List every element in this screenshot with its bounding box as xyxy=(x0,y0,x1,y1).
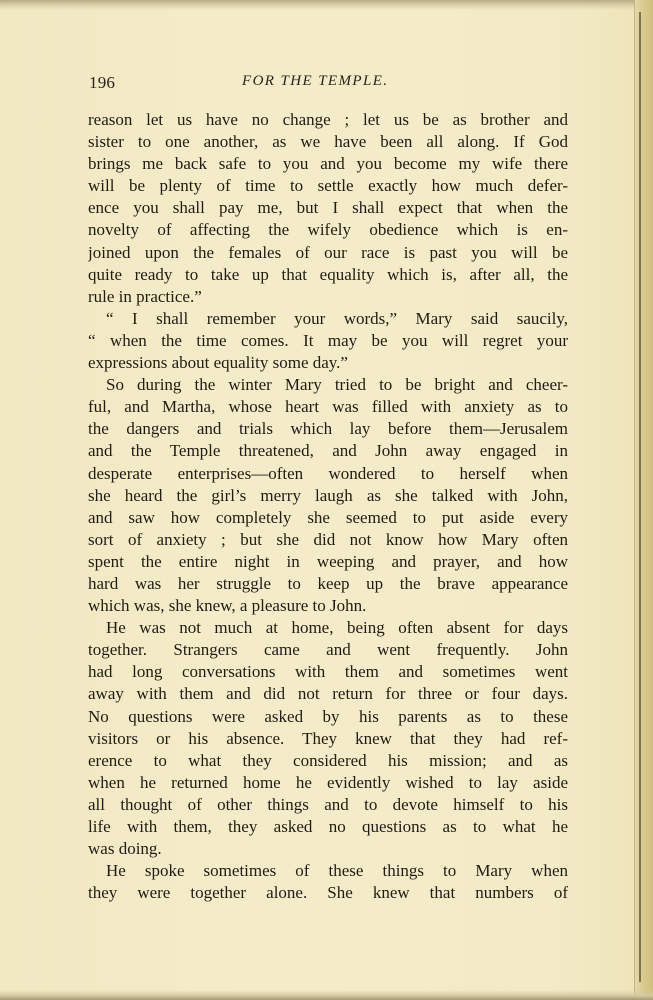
text-line: ful, and Martha, whose heart was filled with anxiety as to xyxy=(88,397,568,417)
book-spine-edge xyxy=(634,0,653,1000)
text-line: they were together alone. She knew that numbers of xyxy=(88,883,568,903)
text-line: hard was her struggle to keep up the brave appearance xyxy=(88,573,568,593)
text-line: will be plenty of time to settle exactly how much defer- xyxy=(88,176,568,196)
text-line: the dangers and trials which lay before them—Jerusalem xyxy=(88,419,568,439)
spine-rule xyxy=(639,12,641,982)
text-line: quite ready to take up that equality which is, after all, the xyxy=(88,264,568,284)
text-line: together. Strangers came and went frequently. John xyxy=(88,640,568,660)
text-line: “ when the time comes. It may be you will regret your xyxy=(88,330,568,350)
text-line: away with them and did not return for three or four days. xyxy=(88,684,568,704)
text-line: expressions about equality some day.” xyxy=(88,353,348,373)
page-header xyxy=(0,68,653,98)
text-line: had long conversations with them and sometimes went xyxy=(88,662,568,682)
text-line: novelty of affecting the wifely obedience which is en- xyxy=(88,220,568,240)
text-line: and saw how completely she seemed to put aside every xyxy=(88,507,568,527)
text-line: life with them, they asked no questions as to what he xyxy=(88,817,568,836)
text-line: sort of anxiety ; but she did not know how Mary often xyxy=(88,529,568,549)
text-line: “ I shall remember your words,” Mary said saucily, xyxy=(106,308,568,328)
text-line: brings me back safe to you and you become my wife there xyxy=(88,154,568,174)
text-line: when he returned home he evidently wished to lay aside xyxy=(88,772,568,792)
text-line: sister to one another, as we have been all along. If God xyxy=(88,132,568,152)
text-line: joined upon the females of our race is past you will be xyxy=(88,242,568,262)
text-line: she heard the girl’s merry laugh as she talked with John, xyxy=(88,485,568,505)
text-line: He spoke sometimes of these things to Mary when xyxy=(106,861,568,881)
text-line: No questions were asked by his parents as to these xyxy=(88,706,568,726)
text-line: ence you shall pay me, but I shall expect that when the xyxy=(88,198,568,218)
top-edge-shadow xyxy=(0,0,653,10)
text-line: reason let us have no change ; let us be as brother and xyxy=(88,110,568,129)
text-line: visitors or his absence. They knew that they had ref- xyxy=(88,728,568,748)
text-line: desperate enterprises—often wondered to herself when xyxy=(88,463,568,483)
text-line: spent the entire night in weeping and prayer, and how xyxy=(88,551,568,571)
text-line: all thought of other things and to devote himself to his xyxy=(88,794,568,814)
text-line: was doing. xyxy=(88,839,162,859)
text-line: and the Temple threatened, and John away engaged in xyxy=(88,441,568,461)
text-line: So during the winter Mary tried to be bright and cheer- xyxy=(106,375,568,395)
text-line: which was, she knew, a pleasure to John. xyxy=(88,596,367,616)
page-number: 196 xyxy=(89,73,116,92)
running-title: FOR THE TEMPLE. xyxy=(242,73,389,89)
text-line: rule in practice.” xyxy=(88,286,202,306)
body-text xyxy=(88,109,568,909)
text-line: He was not much at home, being often absent for days xyxy=(106,618,568,638)
text-line: erence to what they considered his mission; and as xyxy=(88,750,568,770)
bottom-edge-shadow xyxy=(0,990,653,1000)
